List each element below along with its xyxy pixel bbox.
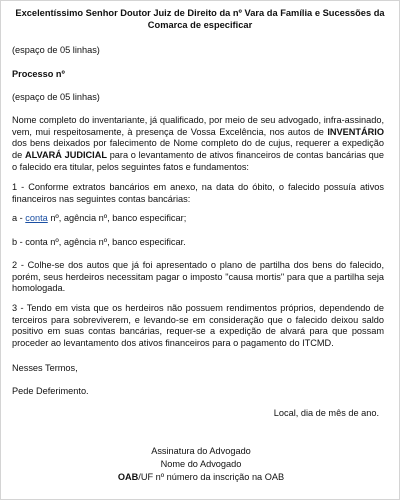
process-number-label: Processo nº (12, 69, 65, 79)
fact-item-2: 2 - Colhe-se dos autos que já foi apresentado o plano de partilha dos bens do falecido, porém, seus herdeiros necessitam pagar o imposto "causa mortis" para que a partilha seja homologada. (12, 260, 384, 294)
account-link[interactable]: conta (25, 213, 48, 223)
court-heading (11, 7, 389, 31)
lawyer-name: Nome do Advogado (160, 459, 242, 469)
introduction-text-1: Nome completo do inventariante, já qualificado, por meio de seu advogado, infra-assinado, vem, mui respeitosamente, à presença de Vossa Excelência, nos autos de (12, 115, 384, 137)
oab-registration-details: /UF nº número da inscrição na OAB (138, 472, 285, 482)
lawyer-signature-line: Assinatura do Advogado (151, 446, 251, 456)
court-heading-line-1: Excelentíssimo Senhor Doutor Juiz de Direito da nº Vara da Família e Sucessões da (15, 8, 385, 18)
place-and-date: Local, dia de mês de ano. (273, 408, 379, 418)
inventory-term: INVENTÁRIO (327, 126, 384, 137)
judicial-permit-term: ALVARÁ JUDICIAL (24, 150, 107, 161)
bank-account-a-prefix: a - (12, 213, 26, 223)
court-heading-line-2: Comarca de especificar (147, 20, 253, 30)
bank-account-b: b - conta nº, agência nº, banco especificar. (12, 237, 186, 247)
fact-item-1: 1 - Conforme extratos bancários em anexo, na data do óbito, o falecido possuía ativos financeiros nas seguintes contas bancárias: (12, 182, 384, 204)
oab-registration (1, 471, 400, 484)
fact-item-3: 3 - Tendo em vista que os herdeiros não possuem rendimentos próprios, dependendo de terceiros para sobreviverem, e levando-se em consideração que o falecido deixou saldo positivo em suas contas bancárias, requer-se a expedição de alvará para que possam proceder ao levantamento dos ativos financeiros para o pagamento do ITCMD. (12, 303, 384, 349)
introduction-text-3: para o levantamento de ativos financeiros de contas bancárias que o falecido era titular, pelos seguintes fatos e fundamentos: (12, 150, 384, 172)
introduction-paragraph (12, 115, 384, 174)
bank-account-a-details: nº, agência nº, banco especificar; (47, 213, 187, 223)
closing-terms: Nesses Termos, (12, 363, 78, 373)
oab-label: OAB (117, 472, 139, 482)
introduction-text-2: dos bens deixados por falecimento de Nome completo do de cujus, requerer a expedição de (12, 138, 384, 161)
space-note-1: (espaço de 05 linhas) (12, 45, 100, 55)
closing-request: Pede Deferimento. (12, 386, 89, 396)
bank-account-a (12, 213, 384, 225)
space-note-2: (espaço de 05 linhas) (12, 92, 100, 102)
